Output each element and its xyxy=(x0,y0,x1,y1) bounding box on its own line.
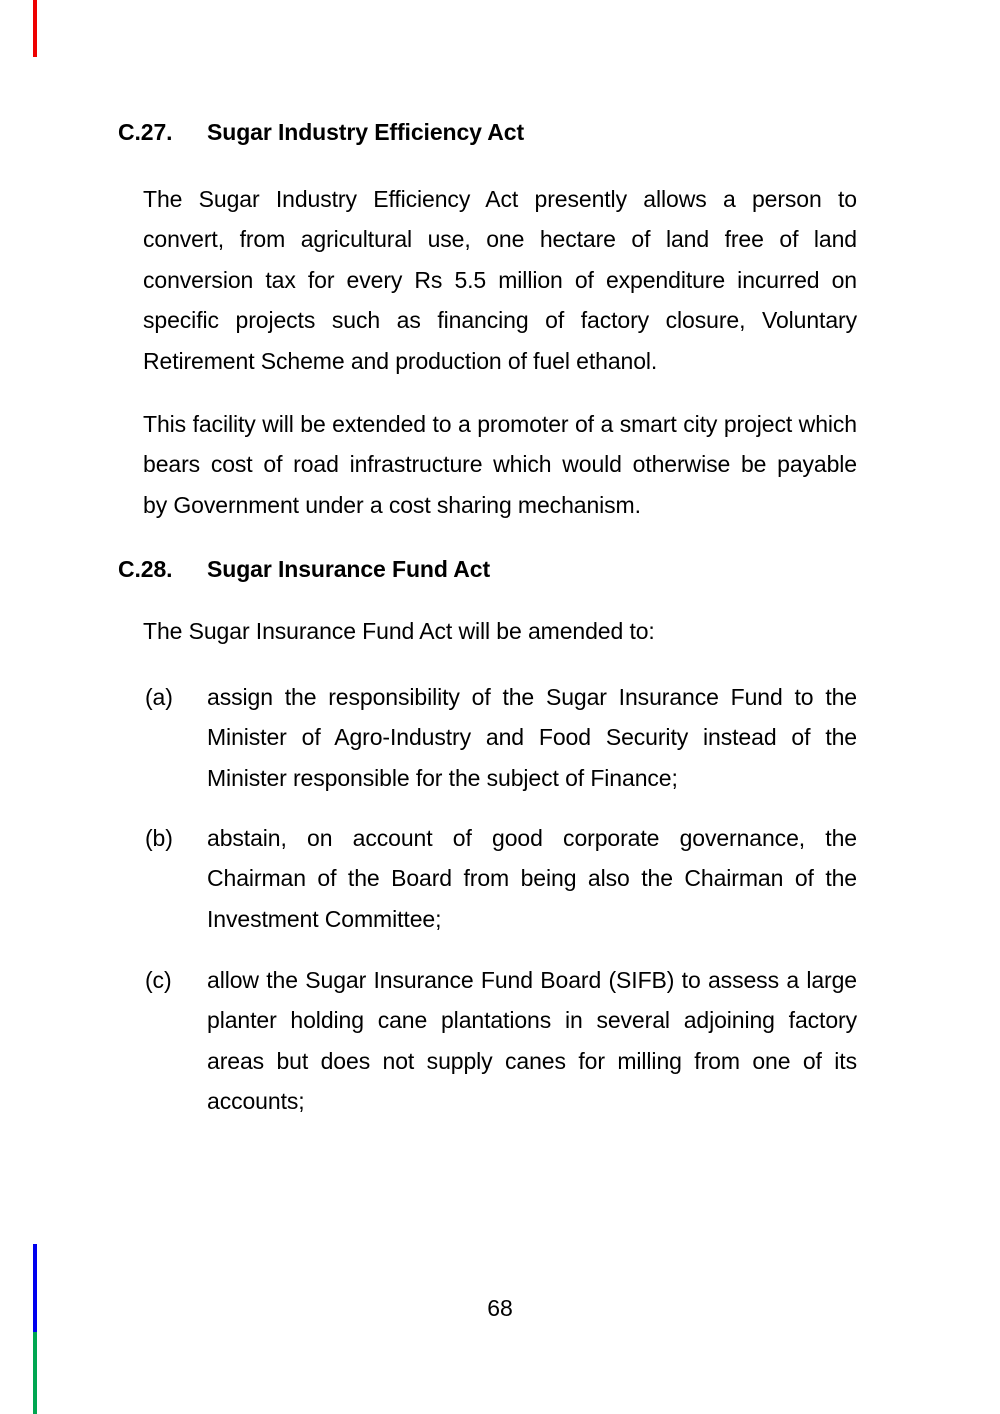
text-line: Retirement Scheme and production of fuel ethanol. xyxy=(143,347,658,374)
text-line: convert, from agricultural use, one hectare of land free of land xyxy=(143,226,857,253)
list-item-text xyxy=(207,960,857,1122)
text-line: The Sugar Industry Efficiency Act presently allows a person to xyxy=(143,186,857,212)
list-marker: (c) xyxy=(145,967,172,993)
list-marker: (a) xyxy=(145,684,173,710)
text-line: The Sugar Insurance Fund Act will be amended to: xyxy=(143,618,655,644)
text-line: Chairman of the Board from being also the Chairman of the xyxy=(207,865,857,892)
list-item-b xyxy=(143,818,857,939)
text-line: specific projects such as financing of factory closure, Voluntary xyxy=(143,307,857,334)
text-line: bears cost of road infrastructure which would otherwise be payable xyxy=(143,451,857,478)
scan-edge-artifact-green xyxy=(33,1332,37,1414)
list-item-c xyxy=(143,960,857,1122)
page-number: 68 xyxy=(487,1295,513,1321)
section-heading-c28 xyxy=(118,549,878,589)
text-line: abstain, on account of good corporate governance, the xyxy=(207,825,857,851)
text-line: Minister responsible for the subject of Finance; xyxy=(207,764,678,791)
section-number: C.27. xyxy=(118,119,173,145)
paragraph xyxy=(143,611,857,651)
list-marker: (b) xyxy=(145,825,173,851)
paragraph xyxy=(143,179,857,381)
text-line: Minister of Agro-Industry and Food Security instead of the xyxy=(207,724,857,751)
section-number: C.28. xyxy=(118,556,173,582)
text-line: assign the responsibility of the Sugar Insurance Fund to the xyxy=(207,684,857,710)
text-line: accounts; xyxy=(207,1088,305,1115)
text-line: by Government under a cost sharing mechanism. xyxy=(143,491,641,518)
text-line: areas but does not supply canes for milling from one of its xyxy=(207,1047,857,1074)
paragraph xyxy=(143,404,857,525)
list-item-a xyxy=(143,677,857,798)
text-line: This facility will be extended to a promoter of a smart city project which xyxy=(143,411,857,437)
text-line: conversion tax for every Rs 5.5 million of expenditure incurred on xyxy=(143,266,857,293)
list-item-text xyxy=(207,818,857,939)
text-line: Investment Committee; xyxy=(207,905,442,932)
section-title: Sugar Insurance Fund Act xyxy=(207,556,491,582)
list-item-text xyxy=(207,677,857,798)
text-line: allow the Sugar Insurance Fund Board (SIFB) to assess a large xyxy=(207,967,857,993)
text-line: planter holding cane plantations in several adjoining factory xyxy=(207,1007,857,1034)
section-title: Sugar Industry Efficiency Act xyxy=(207,119,525,145)
section-heading-c27 xyxy=(118,112,878,152)
scan-edge-artifact-red xyxy=(33,0,37,57)
